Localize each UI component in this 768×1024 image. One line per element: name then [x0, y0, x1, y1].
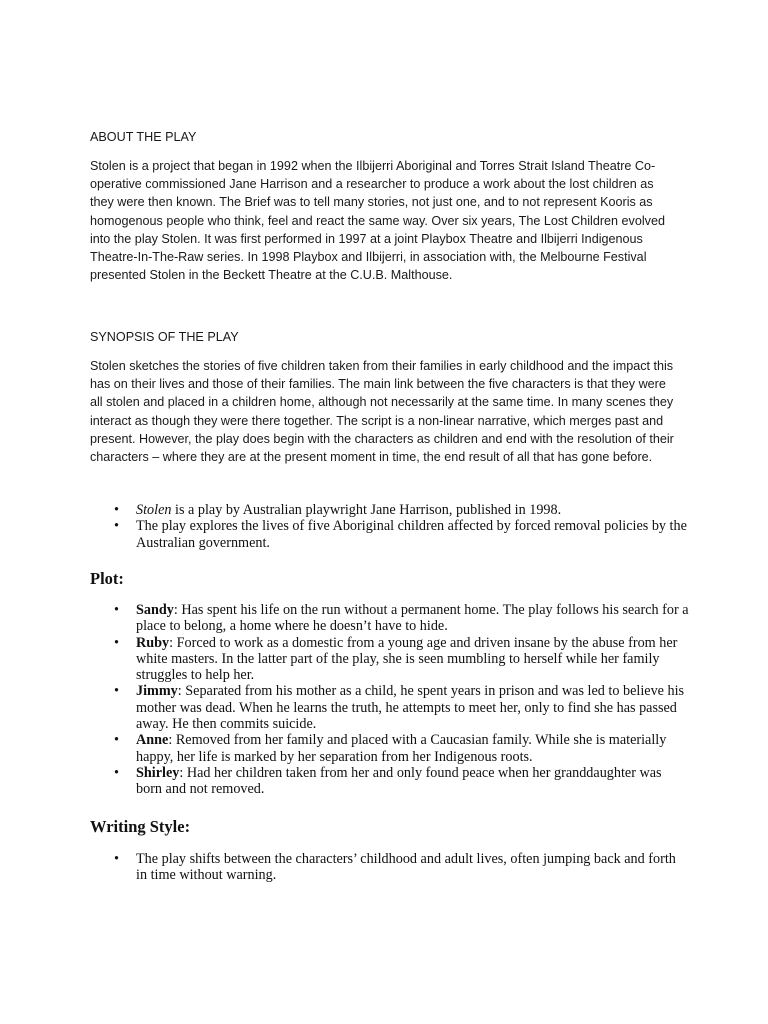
character-description: : Separated from his mother as a child, he spent years in prison and was led to believe his mother was dead. When he learns the truth, he attempts to meet her, only to find she has passed away. He then commits suicide. — [136, 683, 685, 733]
character-description: : Had her children taken from her and only found peace when her granddaughter was born and not removed. — [136, 764, 662, 798]
writing-style-heading: Writing Style: — [90, 817, 191, 836]
play-title: Stolen — [136, 502, 172, 518]
list-item-text: The play shifts between the characters’ childhood and adult lives, often jumping back and forth in time without warning. — [136, 851, 676, 884]
synopsis-heading: SYNOPSIS OF THE PLAY — [90, 330, 239, 344]
list-item-text: The play explores the lives of five Aboriginal children affected by forced removal policies by the Australian government. — [136, 518, 687, 551]
bullet-icon: • — [114, 634, 119, 651]
character-name: Sandy — [136, 602, 174, 618]
plot-list — [90, 602, 690, 798]
synopsis-paragraph: Stolen sketches the stories of five children taken from their families in early childhood and the impact this has on their lives and those of their families. The main link between the five characters is that they were all stolen and placed in a children home, although not necessarily at the same time. In many scenes they interact as though they were there together. The script is a non-linear narrative, which merges past and present. However, the play does begin with the characters as children and end with the resolution of their characters – where they are at the present moment in time, the end result of all that has gone before. — [90, 359, 674, 465]
character-name: Jimmy — [136, 683, 178, 700]
list-item — [90, 635, 690, 684]
bullet-icon: • — [114, 851, 119, 867]
character-description: : Forced to work as a domestic from a young age and driven insane by the abuse from her white masters. In the latter part of the play, she is seen mumbling to herself while her family struggles to help her. — [136, 634, 678, 684]
bullet-icon: • — [114, 764, 119, 781]
bullet-icon: • — [114, 502, 119, 518]
character-name: Ruby — [136, 634, 170, 651]
bullet-icon: • — [114, 683, 119, 700]
list-item — [90, 765, 690, 798]
about-paragraph: Stolen is a project that began in 1992 when the Ilbijerri Aboriginal and Torres Strait Island Theatre Co-operative commissioned Jane Harrison and a researcher to produce a work about the lost children as they were then known. The Brief was to tell many stories, not just one, and to not represent Kooris as homogenous people who think, feel and react the same way. Over six years, The Lost Children evolved into the play Stolen. It was first performed in 1997 at a joint Playbox Theatre and Ilbijerri Indigenous Theatre-In-The-Raw series. In 1998 Playbox and Ilbijerri, in association with, the Melbourne Festival presented Stolen in the Beckett Theatre at the C.U.B. Malthouse. — [90, 159, 665, 283]
about-heading: ABOUT THE PLAY — [90, 130, 197, 144]
character-name: Anne — [136, 732, 169, 749]
list-item — [90, 851, 690, 884]
writing-style-list — [90, 851, 690, 884]
list-item — [90, 732, 690, 765]
bullet-icon: • — [114, 518, 119, 535]
list-item — [90, 683, 690, 732]
plot-heading: Plot: — [90, 569, 124, 588]
character-description: : Removed from her family and placed with a Caucasian family. While she is materially happy, her life is marked by her separation from her Indigenous roots. — [136, 732, 667, 765]
character-description: : Has spent his life on the run without a permanent home. The play follows his search for a place to belong, a home where he doesn’t have to hide. — [136, 602, 689, 635]
list-item-text: is a play by Australian playwright Jane Harrison, published in 1998. — [171, 502, 562, 518]
list-item — [90, 502, 690, 518]
list-item — [90, 602, 690, 635]
list-item — [90, 518, 690, 551]
intro-list — [90, 502, 690, 551]
bullet-icon: • — [114, 602, 119, 618]
character-name: Shirley — [136, 764, 180, 781]
bullet-icon: • — [114, 732, 119, 749]
